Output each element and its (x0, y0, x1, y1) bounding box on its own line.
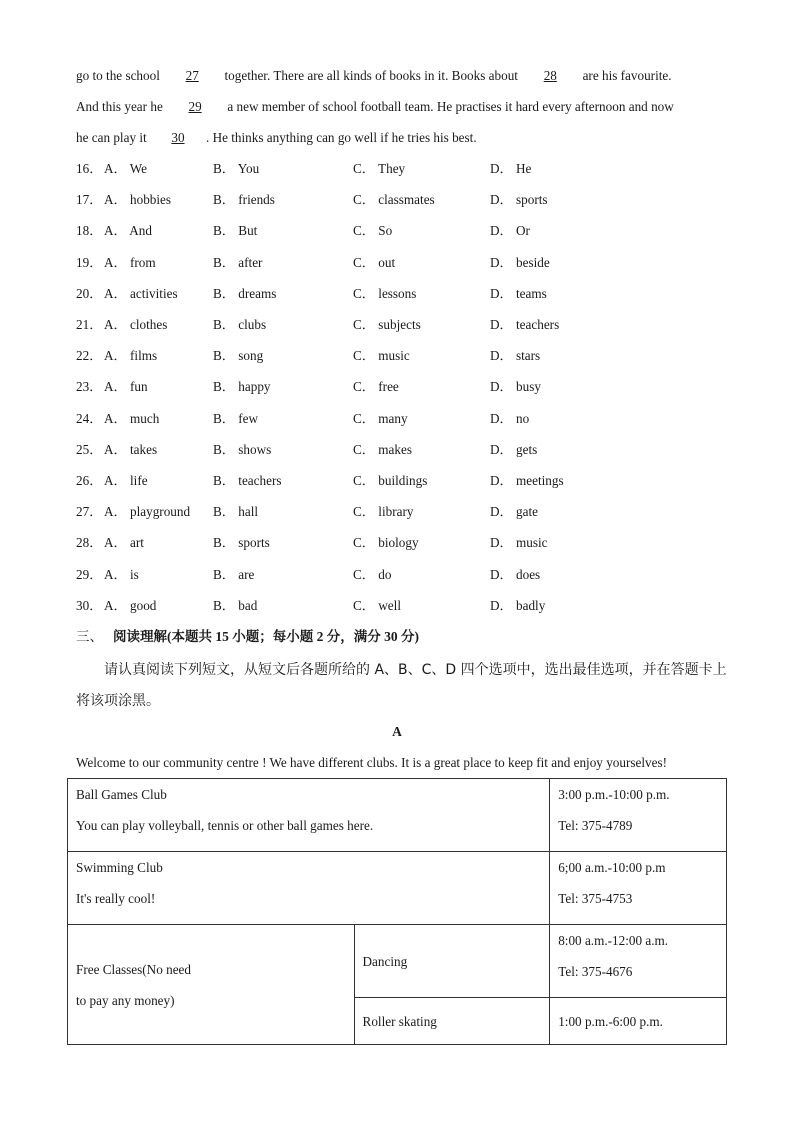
question-row (76, 442, 716, 458)
option-c: C． library (353, 504, 414, 520)
option-b: B． few (213, 410, 259, 426)
free-classes-label: Free Classes(No need (76, 961, 191, 977)
cloze-text: a new member of school football team. He practises it hard every afternoon and now (224, 99, 674, 114)
instruction-line-1: 请认真阅读下列短文，从短文后各题所给的 A、B、C、D 四个选项中，选出最佳选项，并在答题卡上 (104, 662, 727, 678)
option-c: C． music (353, 348, 410, 364)
option-c: C． makes (353, 441, 412, 457)
option-c: C． biology (353, 535, 419, 551)
table-row (68, 779, 727, 852)
option-a: A． playground (104, 504, 191, 520)
cloze-text: together. There are all kinds of books in it. Books about (221, 68, 522, 83)
question-row (76, 348, 716, 364)
table-row (68, 925, 727, 998)
option-d: D． teams (490, 285, 547, 301)
question-number: 27． (76, 504, 103, 520)
option-b: B． clubs (213, 317, 267, 332)
option-a: A． films (104, 348, 158, 364)
dancing-info (550, 925, 727, 998)
option-b: B． But (213, 223, 258, 239)
class-time: 8:00 a.m.-12:00 a.m. (558, 933, 669, 948)
question-row (76, 411, 716, 427)
question-number: 24． (76, 410, 103, 426)
question-row (76, 192, 716, 208)
option-d: D． He (490, 161, 532, 176)
question-number: 30． (76, 597, 103, 613)
question-row (76, 567, 716, 583)
instruction-line-2: 将该项涂黑。 (76, 693, 160, 709)
class-tel: Tel: 375-4676 (558, 964, 633, 979)
passage-letter: A (392, 724, 402, 739)
club-name: Swimming Club (76, 860, 163, 875)
class-name: Roller skating (362, 1013, 437, 1029)
cloze-line-2 (76, 99, 674, 115)
question-row (76, 317, 716, 333)
option-b: B． You (213, 161, 260, 176)
section-heading (76, 629, 419, 645)
question-number: 19． (76, 254, 103, 270)
option-a: A． And (104, 223, 152, 239)
club-desc: You can play volleyball, tennis or other ball games here. (76, 818, 374, 833)
option-a: A． clothes (104, 317, 168, 332)
option-d: D． music (490, 535, 548, 551)
option-a: A． art (104, 535, 144, 551)
option-b: B． hall (213, 504, 259, 520)
ball-club-cell (68, 779, 550, 852)
option-d: D． beside (490, 254, 550, 270)
option-b: B． after (213, 254, 263, 270)
class-time: 1:00 p.m.-6:00 p.m. (558, 1013, 663, 1029)
question-row (76, 255, 716, 271)
blank-27: 27 (185, 68, 199, 83)
skating-info (550, 998, 727, 1045)
option-d: D． no (490, 410, 530, 426)
club-time: 6;00 a.m.-10:00 p.m (558, 860, 666, 875)
blank-30: 30 (171, 130, 185, 145)
option-a: A． life (104, 473, 148, 488)
question-number: 17． (76, 192, 103, 208)
option-c: C． subjects (353, 317, 421, 332)
club-name: Ball Games Club (76, 787, 167, 802)
question-row (76, 535, 716, 551)
option-a: A． fun (104, 379, 148, 395)
clubs-table (67, 778, 727, 1045)
club-tel: Tel: 375-4789 (558, 818, 633, 833)
option-a: A． good (104, 597, 157, 613)
option-c: C． So (353, 223, 393, 239)
option-a: A． much (104, 410, 160, 426)
skating-cell (354, 998, 550, 1045)
class-name: Dancing (362, 953, 408, 969)
club-desc: It's really cool! (76, 891, 156, 906)
question-row (76, 161, 716, 177)
cloze-text: go to the school (76, 68, 164, 83)
option-d: D． gate (490, 504, 538, 520)
option-d: D． badly (490, 597, 546, 613)
option-c: C． buildings (353, 473, 428, 488)
option-a: A． hobbies (104, 192, 172, 208)
cloze-line-3 (76, 130, 477, 146)
question-row (76, 473, 716, 489)
option-b: B． teachers (213, 473, 282, 488)
question-number: 29． (76, 566, 103, 582)
option-a: A． from (104, 254, 156, 270)
option-d: D． sports (490, 192, 548, 208)
question-number: 25． (76, 441, 103, 457)
option-d: D． stars (490, 348, 541, 364)
cloze-text: he can play it (76, 130, 150, 145)
cloze-text: are his favourite. (579, 68, 672, 83)
option-b: B． song (213, 348, 264, 364)
option-c: C． They (353, 161, 406, 176)
cloze-line-1 (76, 68, 672, 84)
question-number: 18． (76, 223, 103, 239)
section-title: 阅读理解(本题共 15 小题；每小题 2 分，满分 30 分) (113, 629, 419, 644)
option-b: B． sports (213, 535, 270, 551)
option-b: B． are (213, 566, 255, 582)
question-number: 21． (76, 317, 103, 332)
option-a: A． is (104, 566, 139, 582)
question-row (76, 379, 716, 395)
option-b: B． shows (213, 441, 272, 457)
table-row (68, 852, 727, 925)
option-c: C． well (353, 597, 401, 613)
option-c: C． do (353, 566, 392, 582)
cloze-text: . He thinks anything can go well if he tries his best. (205, 130, 477, 145)
option-c: C． lessons (353, 285, 417, 301)
option-b: B． happy (213, 379, 271, 395)
question-row (76, 504, 716, 520)
option-d: D． gets (490, 441, 538, 457)
option-c: C． many (353, 410, 408, 426)
dancing-cell (354, 925, 550, 998)
option-d: D． teachers (490, 317, 560, 332)
question-number: 22． (76, 348, 103, 364)
free-classes-cell (68, 925, 355, 1045)
question-row (76, 598, 716, 614)
swim-club-cell (68, 852, 550, 925)
question-number: 16． (76, 161, 103, 176)
question-row (76, 223, 716, 239)
club-time: 3:00 p.m.-10:00 p.m. (558, 787, 670, 802)
option-a: A． activities (104, 285, 178, 301)
blank-28: 28 (543, 68, 557, 83)
cloze-text: And this year he (76, 99, 167, 114)
option-b: B． friends (213, 192, 275, 208)
free-classes-label: to pay any money) (76, 992, 175, 1008)
option-d: D． does (490, 566, 541, 582)
option-c: C． out (353, 254, 396, 270)
option-b: B． bad (213, 597, 258, 613)
option-d: D． busy (490, 379, 541, 395)
ball-club-info (550, 779, 727, 852)
question-number: 28． (76, 535, 103, 551)
option-b: B． dreams (213, 285, 277, 301)
option-d: D． Or (490, 223, 530, 239)
option-a: A． We (104, 161, 148, 176)
question-number: 20． (76, 285, 103, 301)
swim-club-info (550, 852, 727, 925)
option-c: C． classmates (353, 192, 435, 208)
option-c: C． free (353, 379, 399, 395)
question-number: 26． (76, 473, 103, 488)
passage-intro: Welcome to our community centre ! We have different clubs. It is a great place to keep fit and enjoy yourselves! (76, 755, 667, 770)
blank-29: 29 (188, 99, 202, 114)
club-tel: Tel: 375-4753 (558, 891, 633, 906)
option-d: D． meetings (490, 473, 564, 488)
section-number: 三、 (76, 629, 103, 644)
question-number: 23． (76, 379, 103, 395)
option-a: A． takes (104, 441, 158, 457)
question-row (76, 286, 716, 302)
